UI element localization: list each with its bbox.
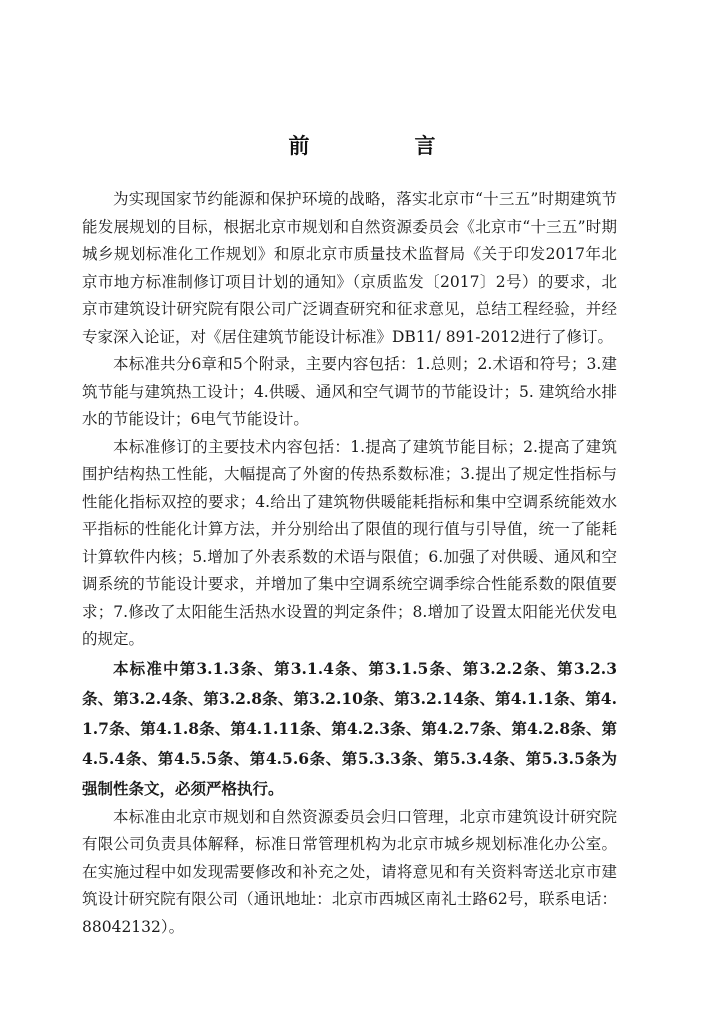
paragraph-mandatory-clauses: 本标准中第3.1.3条、第3.1.4条、第3.1.5条、第3.2.2条、第3.2.3条、第3.2.4条、第3.2.8条、第3.2.10条、第3.2.14条、第4.1.1条、第4.1.7条、第4.1.8条、第4.1.11条、第4.2.3条、第4.2.7条、第4.2.8条、第4.5.4条、第4.5.5条、第4.5.6条、第5.3.3条、第5.3.4条、第5.3.5条为强制性条文，必须严格执行。 bbox=[82, 658, 617, 798]
body-text bbox=[82, 186, 617, 941]
paragraph-revisions: 本标准修订的主要技术内容包括：1.提高了建筑节能目标；2.提高了建筑围护结构热工性能，大幅提高了外窗的传热系数标准；3.提出了规定性指标与性能化指标双控的要求；4.给出了建筑物供暖能耗指标和集中空调系统能效水平指标的性能化计算方法，并分别给出了限值的现行值与引导值，统一了能耗计算软件内核；5.增加了外表系数的术语与限值；6.加强了对供暖、通风和空调系统的节能设计要求，并增加了集中空调系统空调季综合性能系数的限值要求；7.修改了太阳能生活热水设置的判定条件；8.增加了设置太阳能光伏发电的规定。 bbox=[82, 437, 617, 648]
paragraph-management: 本标准由北京市规划和自然资源委员会归口管理，北京市建筑设计研究院有限公司负责具体解释，标准日常管理机构为北京市城乡规划标准化办公室。在实施过程中如发现需要修改和补充之处，请将意见和有关资料寄送北京市建筑设计研究院有限公司（通讯地址：北京市西城区南礼士路62号，联系电话：88042132）。 bbox=[82, 807, 617, 936]
page-title: 前 言 bbox=[288, 133, 478, 158]
paragraph-background: 为实现国家节约能源和保护环境的战略，落实北京市“十三五”时期建筑节能发展规划的目标，根据北京市规划和自然资源委员会《北京市“十三五”时期城乡规划标准化工作规划》和原北京市质量技术监督局《关于印发2017年北京市地方标准制修订项目计划的通知》（京质监发〔2017〕2号）的要求，北京市建筑设计研究院有限公司广泛调查研究和征求意见，总结工程经验，并经专家深入论证，对《居住建筑节能设计标准》DB11/ 891-2012进行了修订。 bbox=[82, 190, 617, 346]
paragraph-contents: 本标准共分6章和5个附录，主要内容包括：1.总则；2.术语和符号；3.建筑节能与建筑热工设计；4.供暖、通风和空气调节的节能设计；5. 建筑给水排水的节能设计；6电气节能设计。 bbox=[82, 355, 617, 428]
